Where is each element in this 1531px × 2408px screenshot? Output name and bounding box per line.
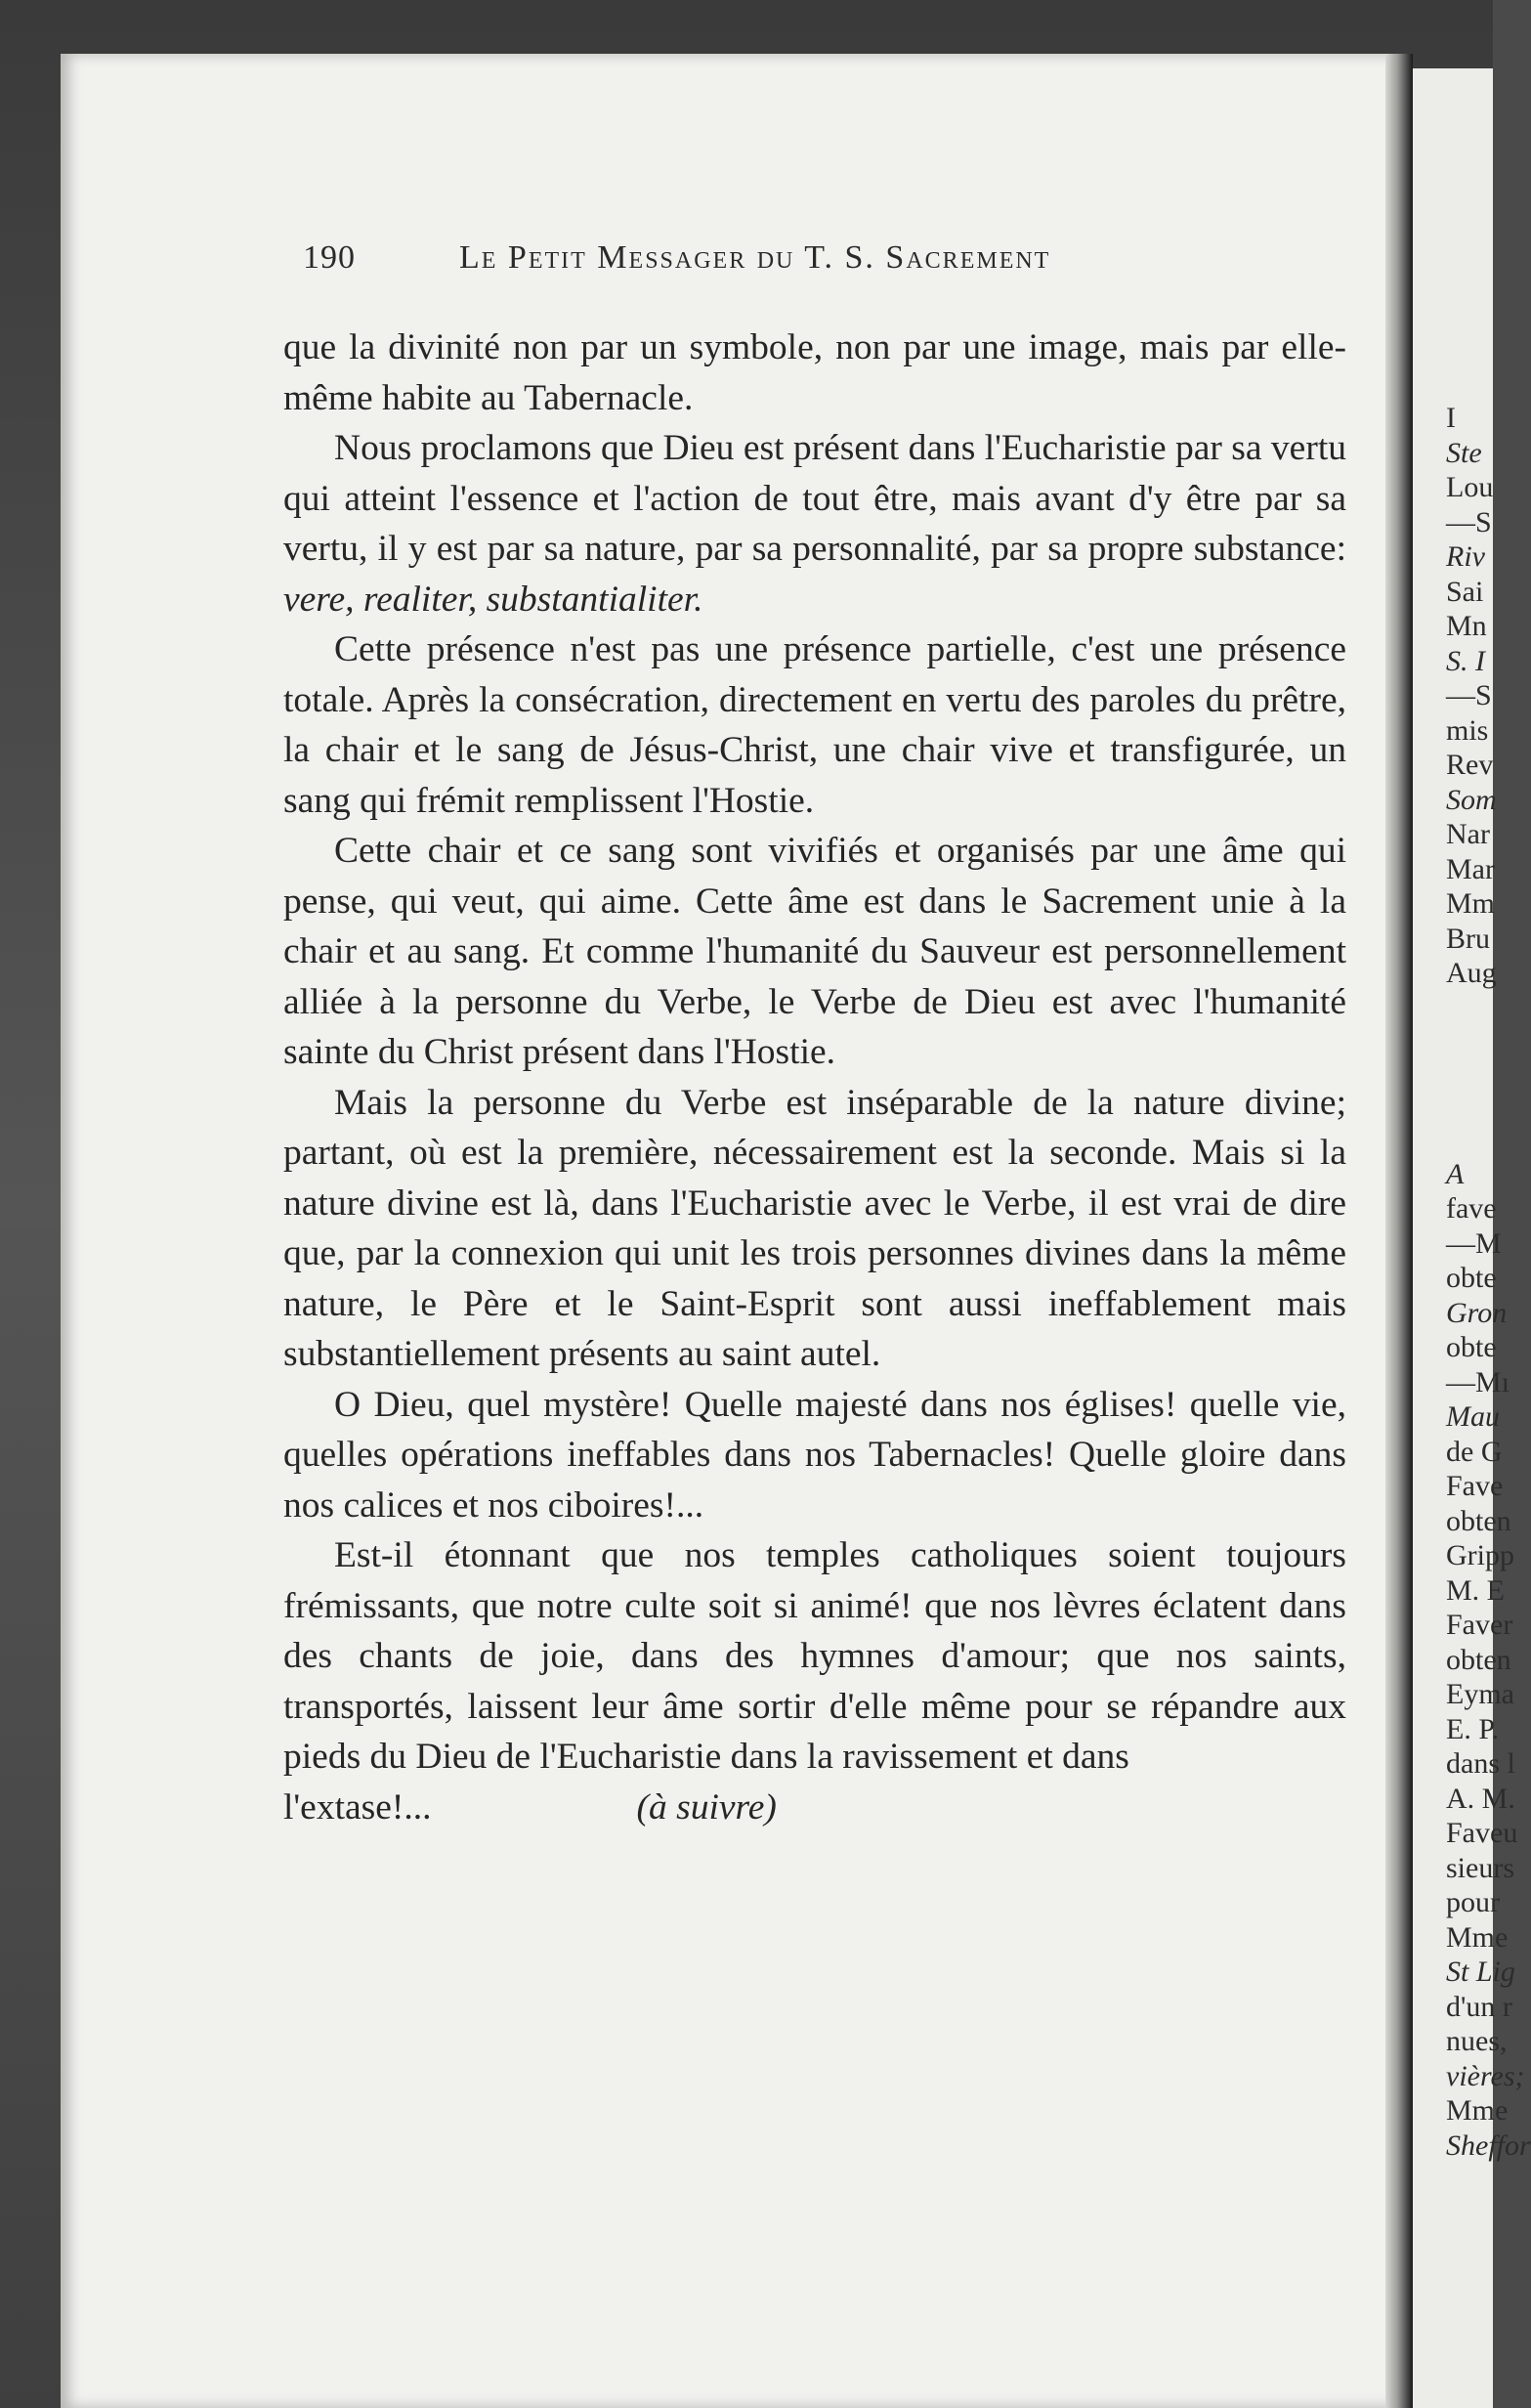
right-page-fragment: Eyma [1446,1678,1514,1710]
right-page-fragment: Mme [1446,1920,1509,1954]
right-page-fragment: S. I [1446,644,1485,677]
right-page-fragment: Mme [1446,2094,1509,2127]
right-page-fragment: sieurs [1446,1851,1514,1884]
right-page-fragment: mis [1446,713,1489,747]
right-page-fragment: Nar [1446,818,1490,850]
paragraph-6: O Dieu, quel mystère! Quelle majesté dans nos églises! quelle vie, quelles opérations ineffables dans nos Tabernacles! Quelle gloire dans nos calices et nos ciboires!... [283,1384,1346,1526]
right-page-fragment: Lou [1446,471,1494,503]
right-page-fragment: obten [1446,1643,1511,1676]
paragraph-4: Cette chair et ce sang sont vivifiés et organisés par une âme qui pense, qui veut, qui aime. Cette âme est dans le Sacrement unie à la chair et au sang. Et comme l'humanité du Sauveur est personnellement alliée à la personne du Verbe, le Verbe de Dieu est avec l'humanité sainte du Christ présent dans l'Hostie. [283,831,1346,1072]
right-page-fragment: Mau [1446,1400,1500,1433]
right-page-fragment: vières; [1446,2059,1525,2092]
right-page-fragment: A. M. [1446,1782,1515,1815]
right-page-fragment: Riv [1446,540,1485,573]
right-page-fragment: nues, [1446,2025,1508,2057]
page-header [303,239,1299,288]
right-page-fragment: Faver [1446,1609,1513,1641]
right-page-fragment: Som [1446,783,1497,816]
right-page-fragment: pour [1446,1886,1500,1918]
continuation-note: (à suivre) [636,1786,777,1828]
right-page-fragment: Ste [1446,436,1482,469]
closing-line [283,1783,1346,1833]
right-page-block-2 [1446,1157,1531,2164]
right-page-fragment: Gripp [1446,1539,1514,1571]
paragraph-2 [283,423,1346,624]
right-page-fragment: obte [1446,1331,1497,1363]
right-page-fragment: Rev [1446,749,1494,781]
right-page-fragment: Sheffor [1446,2128,1531,2162]
right-page-fragment: Bru [1446,922,1490,955]
right-page-fragment: d'un r [1446,1990,1512,2023]
right-page-fragment: A [1446,1157,1465,1190]
right-page-fragment: Fave [1446,1470,1504,1502]
right-page-fragment: Aug [1446,957,1497,989]
paragraph-3: Cette présence n'est pas une présence partielle, c'est une présence totale. Après la consécration, directement en vertu des paroles du prêtre, la chair et le sang de Jésus-Christ, une chair vive et transfigurée, un sang qui frémit remplissent l'Hostie. [283,629,1346,821]
main-text [283,322,1346,1832]
right-page-fragment: obte [1446,1262,1497,1294]
book-gutter [1385,54,1413,2408]
paragraph-1: que la divinité non par un symbole, non par une image, mais par elle-même habite au Tabernacle. [283,327,1346,418]
right-page-fragment: dans l [1446,1747,1515,1780]
closing-words: l'extase!... [283,1786,432,1828]
right-page-fragment: de G [1446,1435,1503,1468]
right-page-column [1446,401,1531,2163]
right-page-fragment: I [1446,402,1456,434]
paragraph-2-text: Nous proclamons que Dieu est présent dans l'Eucharistie par sa vertu qui atteint l'essence et l'action de tout être, mais avant d'y être par sa vertu, il y est par sa nature, par sa personnalité, par sa propre substance: [283,428,1346,569]
right-page-fragment: —M [1446,1226,1502,1260]
right-page-fragment: —S [1446,505,1492,538]
right-page-fragment: Mm [1446,887,1496,920]
right-page-fragment: —Mı [1446,1365,1510,1398]
paragraph-5: Mais la personne du Verbe est inséparable de la nature divine; partant, où est la première, nécessairement est la seconde. Mais si la nature divine est là, dans l'Eucharistie avec le Verbe, il est vrai de dire que, par la connexion qui unit les trois personnes divines dans la même nature, le Père et le Saint-Esprit sont aussi ineffablement mais substantiellement présents au saint autel. [283,1082,1346,1374]
right-page-fragment: Mn [1446,610,1487,642]
right-page-fragment: fave [1446,1192,1497,1225]
right-page-fragment: obten [1446,1504,1511,1537]
running-title: Le Petit Messager du T. S. Sacrement [459,239,1051,276]
right-page-fragment: Mar [1446,852,1495,885]
page-number: 190 [303,239,356,276]
right-page-fragment: St Lig [1446,1956,1515,1988]
right-page-fragment: M. E [1446,1573,1505,1607]
right-page-fragment: E. P. [1446,1712,1500,1745]
paragraph-7: Est-il étonnant que nos temples catholiques soient toujours frémissants, que notre culte soit si animé! que nos lèvres éclatent dans des chants de joie, dans des hymnes d'amour; que nos saints, transportés, laissent leur âme sortir d'elle même pour se répandre aux pieds du Dieu de l'Eucharistie dans la ravissement et dans [283,1535,1346,1777]
right-page-block-1 [1446,401,1497,991]
right-page-fragment: Gron [1446,1296,1508,1329]
right-page-fragment: —S [1446,679,1492,711]
right-page-fragment: Faveu [1446,1817,1518,1849]
right-page-fragment: Sai [1446,575,1484,608]
latin-phrase: vere, realiter, substantialiter. [283,579,703,620]
